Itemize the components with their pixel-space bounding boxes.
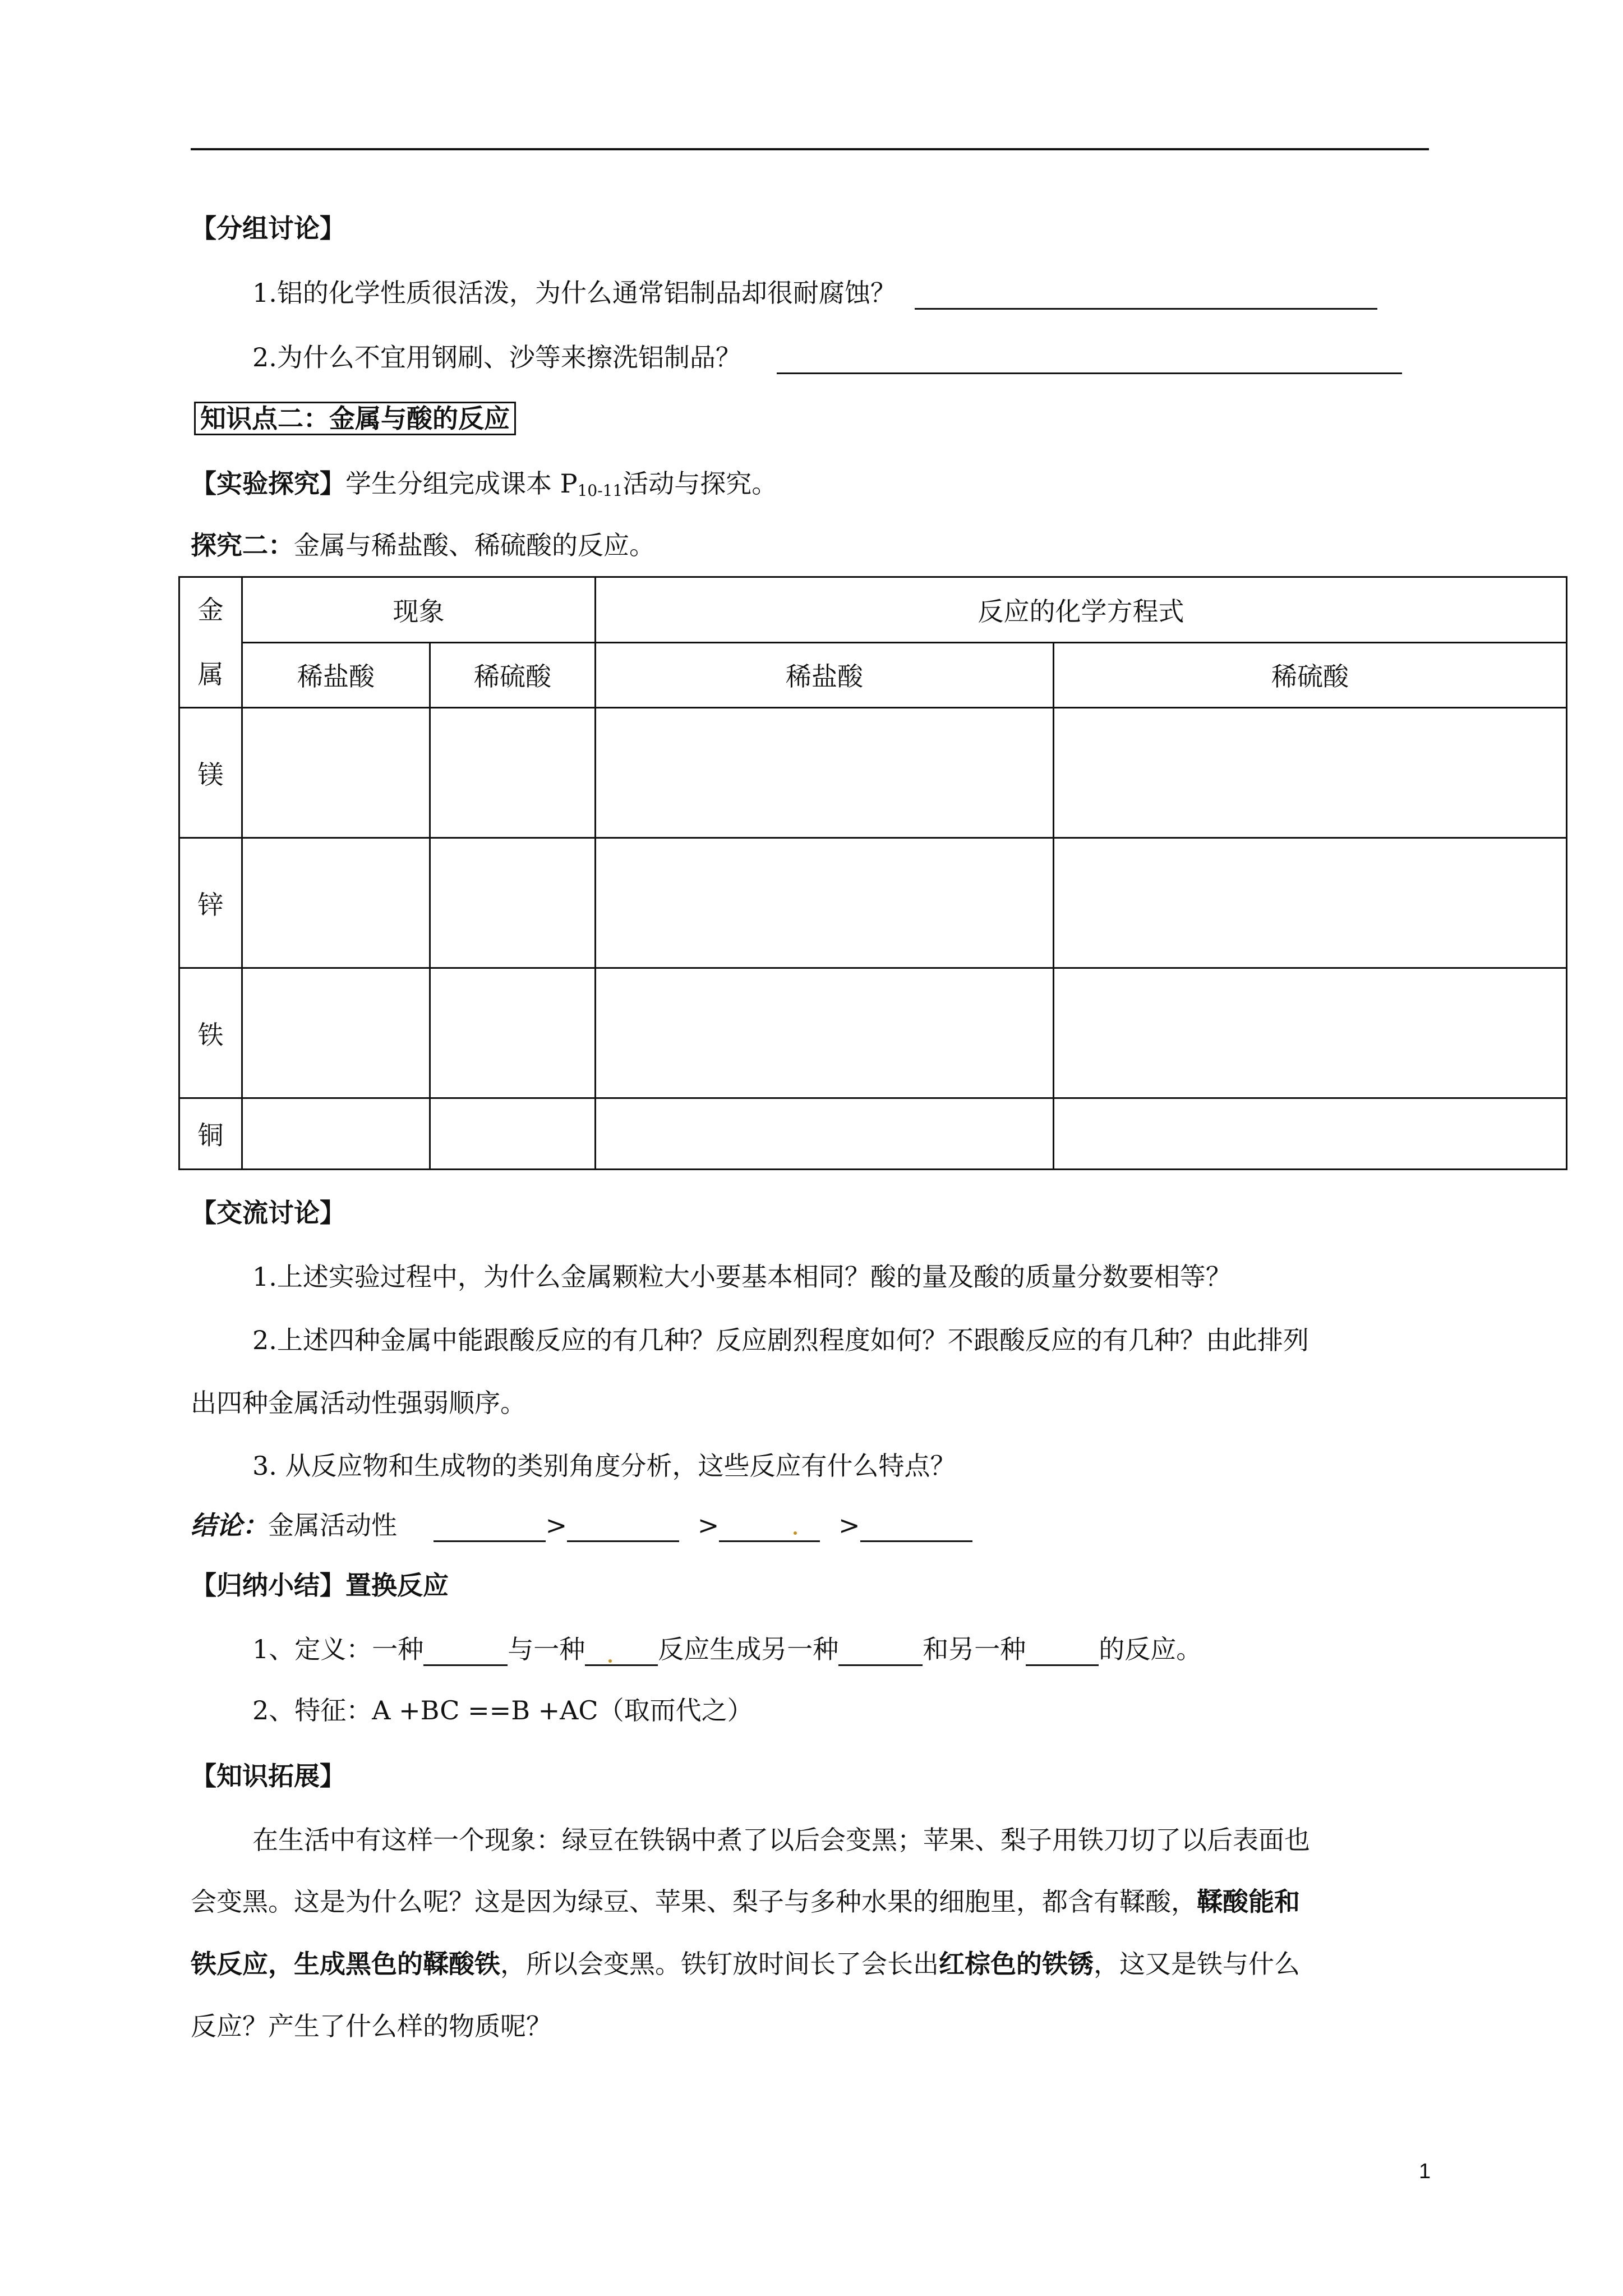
- answer-cell[interactable]: [242, 968, 430, 1098]
- answer-cell[interactable]: [596, 968, 1054, 1098]
- metal-cell: 铜: [179, 1098, 242, 1170]
- exchange-question-3: 3. 从反应物和生成物的类别角度分析，这些反应有什么特点？: [252, 1451, 956, 1481]
- metal-header-bottom: 属: [197, 659, 224, 689]
- group-question-1-text: 1.铝的化学性质很活泼，为什么通常铝制品却很耐腐蚀？: [252, 278, 896, 308]
- extension-heading: 【知识拓展】: [191, 1761, 345, 1791]
- answer-cell[interactable]: [596, 838, 1054, 968]
- answer-cell[interactable]: [430, 708, 596, 838]
- summary-title: 置换反应: [345, 1570, 449, 1600]
- answer-cell[interactable]: [596, 1098, 1054, 1170]
- metal-cell: 铁: [179, 968, 242, 1098]
- answer-blank[interactable]: [777, 347, 1402, 374]
- equation-hcl-header: 稀盐酸: [596, 642, 1054, 708]
- group-question-2-text: 2.为什么不宜用钢刷、沙等来擦洗铝制品？: [252, 342, 741, 372]
- experiment-line: [191, 467, 777, 508]
- definition-part: 反应生成另一种: [658, 1634, 839, 1664]
- knowledge-point-2-box: [194, 402, 516, 435]
- gt-sign: >: [545, 1510, 568, 1540]
- answer-cell[interactable]: [1054, 708, 1567, 838]
- inquiry-2-label: 探究二：: [191, 530, 294, 560]
- table-row: [179, 708, 1567, 838]
- conclusion-label: 结论：: [191, 1510, 268, 1540]
- summary-heading: 【归纳小结】: [191, 1570, 345, 1600]
- extension-text: 会变黑。这是为什么呢？这是因为绿豆、苹果、梨子与多种水果的细胞里，都含有鞣酸，: [191, 1887, 1197, 1917]
- inquiry-2-line: [191, 528, 655, 562]
- answer-cell[interactable]: [242, 708, 430, 838]
- stray-dot: [608, 1659, 612, 1663]
- exchange-question-2-line-2: 出四种金属活动性强弱顺序。: [191, 1388, 526, 1418]
- definition-part: 与一种: [508, 1634, 585, 1664]
- phenomenon-h2so4-header: 稀硫酸: [430, 642, 596, 708]
- answer-cell[interactable]: [596, 708, 1054, 838]
- metal-cell: 锌: [179, 838, 242, 968]
- gt-sign: >: [838, 1510, 860, 1540]
- definition-blank-2[interactable]: [585, 1639, 658, 1666]
- definition-blank-1[interactable]: [423, 1639, 508, 1666]
- extension-bold-text: 红棕色的铁锈: [939, 1949, 1094, 1979]
- equation-header: 反应的化学方程式: [596, 577, 1567, 643]
- inquiry-2-text: 金属与稀盐酸、稀硫酸的反应。: [294, 530, 655, 560]
- experiment-text: 学生分组完成课本 P: [345, 468, 578, 499]
- definition-blank-3[interactable]: [838, 1639, 923, 1666]
- answer-cell[interactable]: [1054, 968, 1567, 1098]
- conclusion-blank-4[interactable]: [860, 1515, 972, 1542]
- metal-header-top: 金: [197, 595, 224, 625]
- page-number: 1: [1419, 2160, 1431, 2183]
- feature-line: 2、特征：A +BC ==B +AC（取而代之）: [252, 1695, 753, 1726]
- definition-line: [252, 1632, 1202, 1666]
- conclusion-line: [191, 1508, 972, 1542]
- definition-blank-4[interactable]: [1026, 1639, 1099, 1666]
- answer-cell[interactable]: [242, 838, 430, 968]
- stray-dot: [794, 1531, 797, 1535]
- extension-text: ，所以会变黑。铁钉放时间长了会长出: [500, 1949, 939, 1979]
- equation-h2so4-header: 稀硫酸: [1054, 642, 1567, 708]
- summary-line: [191, 1568, 449, 1602]
- answer-cell[interactable]: [1054, 1098, 1567, 1170]
- knowledge-point-2-title: 知识点二：金属与酸的反应: [194, 402, 516, 435]
- metal-header-cell: [179, 577, 242, 708]
- extension-paragraph-line-1: 在生活中有这样一个现象：绿豆在铁锅中煮了以后会变黑；苹果、梨子用铁刀切了以后表面也: [252, 1825, 1310, 1855]
- table-row: [179, 1098, 1567, 1170]
- definition-part: 1、定义：一种: [252, 1634, 424, 1664]
- experiment-table: [178, 576, 1567, 1170]
- phenomenon-header: 现象: [242, 577, 596, 643]
- group-discussion-heading: 【分组讨论】: [191, 213, 345, 243]
- exchange-question-1: 1.上述实验过程中，为什么金属颗粒大小要基本相同？酸的量及酸的质量分数要相等？: [252, 1262, 1232, 1292]
- conclusion-blank-3[interactable]: [719, 1515, 820, 1542]
- metal-cell: 镁: [179, 708, 242, 838]
- extension-bold-text: 鞣酸能和: [1197, 1887, 1300, 1917]
- exchange-discussion-heading: 【交流讨论】: [191, 1198, 345, 1228]
- table-row: [179, 838, 1567, 968]
- answer-cell[interactable]: [430, 968, 596, 1098]
- definition-part: 的反应。: [1099, 1634, 1202, 1664]
- phenomenon-hcl-header: 稀盐酸: [242, 642, 430, 708]
- table-header-row: [179, 577, 1567, 643]
- table-subheader-row: [179, 642, 1567, 708]
- conclusion-text: 金属活动性: [268, 1510, 397, 1540]
- extension-bold-text: 铁反应，生成黑色的鞣酸铁: [191, 1949, 500, 1979]
- conclusion-blank-1[interactable]: [434, 1515, 546, 1542]
- conclusion-blank-2[interactable]: [567, 1515, 679, 1542]
- experiment-heading: 【实验探究】: [191, 468, 345, 499]
- extension-text: ，这又是铁与什么: [1094, 1949, 1300, 1979]
- extension-paragraph-line-3: [191, 1947, 1300, 1981]
- table-row: [179, 968, 1567, 1098]
- header-rule: [191, 148, 1429, 150]
- answer-cell[interactable]: [1054, 838, 1567, 968]
- extension-paragraph-line-4: 反应？产生了什么样的物质呢？: [191, 2011, 552, 2041]
- group-question-1: [252, 276, 1377, 310]
- answer-blank[interactable]: [915, 282, 1377, 310]
- page-range-subscript: 10-11: [577, 481, 623, 500]
- experiment-text-after: 活动与探究。: [623, 468, 778, 499]
- answer-cell[interactable]: [242, 1098, 430, 1170]
- answer-cell[interactable]: [430, 838, 596, 968]
- definition-part: 和另一种: [923, 1634, 1026, 1664]
- answer-cell[interactable]: [430, 1098, 596, 1170]
- extension-paragraph-line-2: [191, 1885, 1300, 1918]
- gt-sign: >: [697, 1510, 720, 1540]
- exchange-question-2-line-1: 2.上述四种金属中能跟酸反应的有几种？反应剧烈程度如何？不跟酸反应的有几种？由此排列: [252, 1325, 1309, 1355]
- group-question-2: [252, 341, 1402, 374]
